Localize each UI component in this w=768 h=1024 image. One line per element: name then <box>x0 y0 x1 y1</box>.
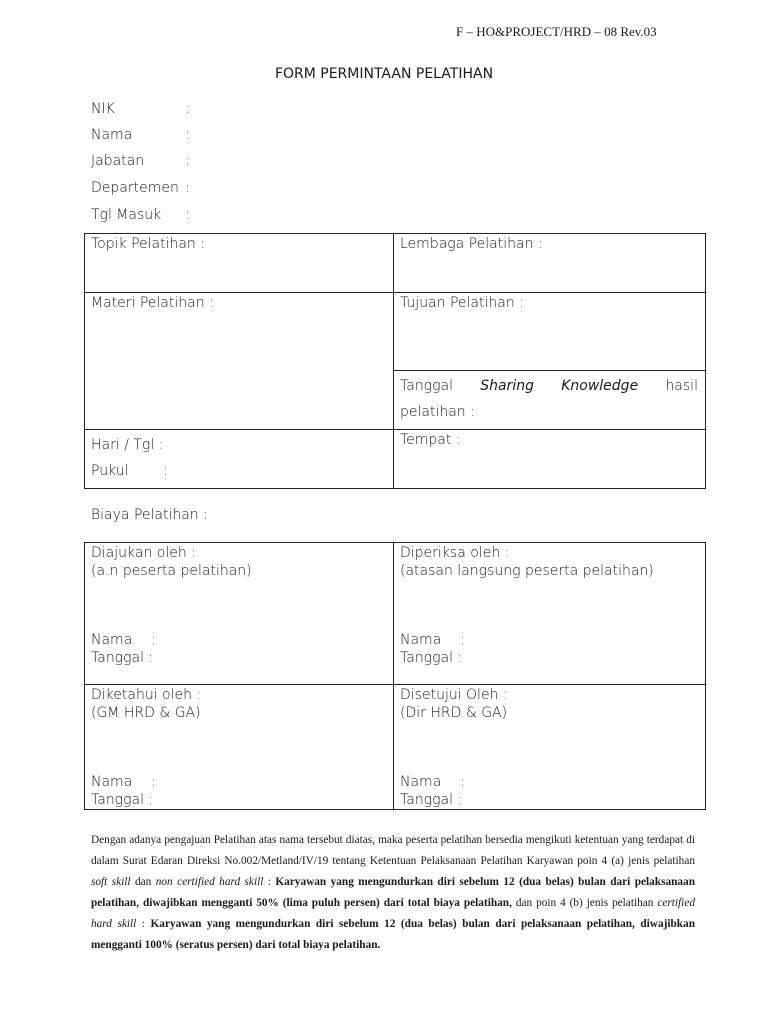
diperiksa-label: Diperiksa oleh : <box>400 545 510 561</box>
nama-label: Nama <box>400 774 442 790</box>
biaya-label: Biaya Pelatihan : <box>91 507 208 523</box>
field-sep: : <box>185 101 190 117</box>
sharing-word: Knowledge <box>561 378 639 394</box>
diajukan-label: Diajukan oleh : <box>91 545 196 561</box>
field-sep: : <box>185 153 190 169</box>
terms-text: dan poin 4 (b) jenis pelatihan <box>511 897 658 909</box>
approval-table <box>84 542 706 810</box>
page-title: FORM PERMINTAAN PELATIHAN <box>274 66 494 82</box>
cell-hari <box>85 430 394 489</box>
cell-diajukan <box>85 543 394 685</box>
tanggal-label: Tanggal : <box>91 792 154 808</box>
terms-italic: certified hard skill <box>91 897 695 930</box>
terms-italic: soft skill <box>91 876 131 888</box>
sharing-word: Tanggal <box>400 378 453 394</box>
sharing-line-2: pelatihan : <box>400 404 475 420</box>
diketahui-sub: (GM HRD & GA) <box>91 705 201 721</box>
disetujui-sub: (Dir HRD & GA) <box>400 705 508 721</box>
tujuan-label: Tujuan Pelatihan : <box>400 295 524 311</box>
field-jabatan <box>91 153 190 169</box>
terms-text: dan <box>130 876 156 888</box>
terms-text: : <box>136 918 151 930</box>
nama-sep: : <box>151 774 156 790</box>
terms-bold: Karyawan yang mengundurkan diri sebelum 12 (dua belas) bulan dari pelaksanaan pelatihan, diwajibkan mengganti 100% (seratus persen) dari total biaya pelatihan. <box>91 918 695 951</box>
field-tgl-masuk <box>91 207 190 223</box>
sharing-line <box>400 373 698 399</box>
nama-sep: : <box>460 632 465 648</box>
cell-disetujui <box>394 685 706 810</box>
cell-materi <box>85 293 394 430</box>
tanggal-label: Tanggal : <box>400 792 463 808</box>
diketahui-label: Diketahui oleh : <box>91 687 202 703</box>
materi-label: Materi Pelatihan : <box>91 295 214 311</box>
diajukan-sub: (a.n peserta pelatihan) <box>91 563 252 579</box>
field-label: Nama <box>91 127 133 143</box>
lembaga-label: Lembaga Pelatihan : <box>400 236 543 252</box>
field-nik <box>91 101 190 117</box>
cell-diketahui <box>85 685 394 810</box>
cell-tujuan <box>394 293 706 371</box>
nama-label: Nama <box>91 632 133 648</box>
tanggal-label: Tanggal : <box>400 650 463 666</box>
field-label: Tgl Masuk <box>91 207 162 223</box>
field-label: Departemen <box>91 180 179 196</box>
nama-row <box>400 631 465 649</box>
nama-sep: : <box>460 774 465 790</box>
cell-sharing <box>394 371 706 430</box>
terms-bold: Karyawan yang mengundurkan diri sebelum 12 (dua belas) bulan dari pelaksanaan pelatihan, diwajibkan mengganti 50% (lima puluh persen) dari total biaya pelatihan, <box>91 876 695 909</box>
nama-label: Nama <box>91 774 133 790</box>
nama-row <box>91 631 156 649</box>
cell-topik <box>85 234 394 293</box>
hari-label: Hari / Tgl : <box>91 437 164 453</box>
form-code: F – HO&PROJECT/HRD – 08 Rev.03 <box>456 24 657 39</box>
tanggal-label: Tanggal : <box>91 650 154 666</box>
cell-lembaga <box>394 234 706 293</box>
cell-tempat <box>394 430 706 489</box>
training-table <box>84 233 706 489</box>
disetujui-label: Disetujui Oleh : <box>400 687 508 703</box>
nama-row <box>400 773 465 791</box>
topik-label: Topik Pelatihan : <box>91 236 205 252</box>
cell-diperiksa <box>394 543 706 685</box>
tempat-label: Tempat : <box>400 432 461 448</box>
field-label: NIK <box>91 101 115 117</box>
field-label: Jabatan <box>91 153 145 169</box>
field-nama <box>91 127 190 143</box>
diperiksa-sub: (atasan langsung peserta pelatihan) <box>400 563 654 579</box>
pukul-row <box>91 458 393 484</box>
terms-text: : <box>263 876 276 888</box>
pukul-label: Pukul <box>91 463 129 479</box>
field-departemen <box>91 180 190 196</box>
field-sep: : <box>185 180 190 196</box>
nama-sep: : <box>151 632 156 648</box>
sharing-word: hasil <box>665 378 698 394</box>
sharing-word: Sharing <box>480 378 534 394</box>
terms-text: Dengan adanya pengajuan Pelatihan atas nama tersebut diatas, maka peserta pelatihan bersedia mengikuti ketentuan yang terdapat di dalam Surat Edaran Direksi No.002/Metland/IV/19 tentang Ketentuan Pelaksanaan Pelatihan Karyawan poin 4 (a) jenis pelatihan <box>91 834 695 867</box>
nama-label: Nama <box>400 632 442 648</box>
nama-row <box>91 773 156 791</box>
terms-paragraph <box>91 830 695 956</box>
field-sep: : <box>185 127 190 143</box>
terms-italic: non certified hard skill <box>155 876 264 888</box>
field-sep: : <box>185 207 190 223</box>
pukul-sep: : <box>163 463 168 479</box>
